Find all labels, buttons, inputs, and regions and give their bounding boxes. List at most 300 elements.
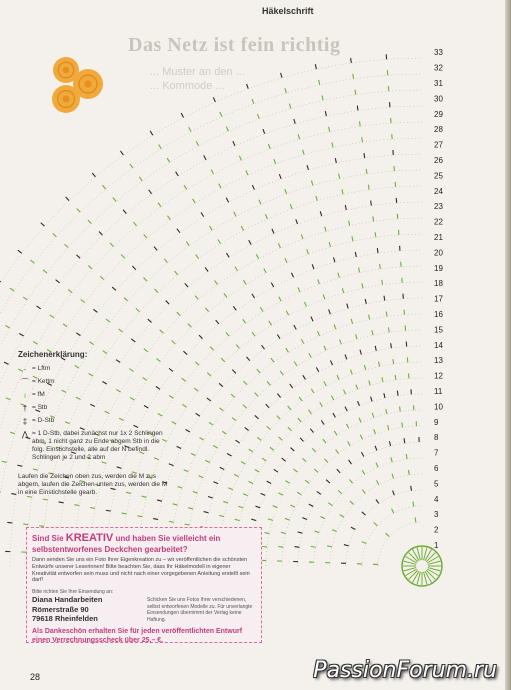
stitch-mark [245,427,249,430]
stitch-mark [243,494,248,496]
stitch-mark [400,407,401,412]
row-number-label: 9 [434,417,439,427]
stitch-mark [379,362,380,367]
cross-icon: † [22,404,28,413]
stitch-mark [265,214,267,219]
stitch-mark [267,426,271,429]
stitch-mark [315,64,316,69]
stitch-mark [224,293,227,297]
stitch-mark [177,229,180,233]
stitch-mark [346,424,348,428]
stitch-mark [302,458,306,461]
stitch-mark [304,302,306,307]
stitch-mark [231,394,235,397]
stitch-mark [301,234,303,239]
stitch-mark [324,381,326,385]
stitch-mark [182,404,186,407]
stitch-mark [219,408,223,411]
stitch-mark [395,375,396,380]
stitch-mark [226,198,228,202]
stitch-mark [219,383,223,386]
stitch-mark [259,200,261,205]
stitch-mark [357,106,358,111]
stitch-mark [273,506,278,508]
row-number-label: 21 [434,233,443,242]
address-line: Römerstraße 90 [32,604,89,614]
stitch-mark [205,460,209,462]
stitch-mark [298,418,301,422]
stitch-mark [188,324,191,328]
stitch-mark [41,223,45,226]
stitch-mark [256,254,258,258]
row-number-label: 7 [434,448,439,458]
stitch-mark [302,518,307,520]
stitch-mark [81,299,85,302]
stitch-mark [247,357,250,361]
row-number-label: 19 [434,263,443,273]
stitch-mark [195,296,198,300]
stitch-mark [342,189,343,194]
stitch-mark [329,127,330,132]
stitch-mark [282,458,286,461]
stitch-mark [373,216,374,221]
stitch-mark [172,341,176,344]
row-number-label: 15 [434,325,443,335]
stitch-mark [252,294,255,298]
address-line: Diana Handarbeiten [32,595,103,605]
stitch-mark [139,177,142,181]
stitch-mark [326,480,330,483]
stitch-mark [210,347,213,351]
rose-center [63,96,70,103]
stitch-mark [321,420,324,424]
stitch-mark [285,88,286,93]
stitch-mark [150,131,153,135]
stitch-mark [372,413,374,418]
stitch-mark [2,461,7,462]
stitch-mark [193,492,198,494]
stitch-mark [375,346,376,351]
legend-note: Laufen die Zeichen oben zus, werden die M zus abgem, laufen die Zeichen unten zus, werden die M in eine Einstichstelle gearb. [18,472,168,496]
stitch-mark [112,287,116,290]
stitch-mark [11,494,16,495]
stitch-mark [182,378,186,381]
stitch-mark [226,332,229,336]
stitch-mark [262,345,265,349]
stitch-mark [298,134,299,139]
stitch-mark [358,401,360,406]
stitch-mark [65,244,69,247]
page-number: 28 [30,672,41,682]
stitch-mark [409,470,410,475]
stitch-mark [255,506,260,508]
stitch-mark [294,325,296,329]
stitch-mark [66,197,69,201]
stitch-mark [130,164,133,168]
row-number-label: 20 [434,248,443,258]
stitch-mark [185,283,188,287]
stitch-mark [312,264,314,269]
stitch-mark [318,279,320,284]
stitch-mark [274,469,278,472]
stitch-mark [232,418,236,421]
stitch-mark [316,196,317,201]
stitch-mark [228,488,233,490]
stitch-mark [235,440,239,443]
stitch-mark [345,205,346,210]
stitch-mark [196,255,199,259]
stitch-mark [388,425,389,430]
stitch-mark [63,324,67,327]
stitch-mark [169,521,174,522]
joined-stitch-icon: ⋀ [21,430,29,439]
stitch-mark [371,397,372,402]
stitch-mark [298,532,303,533]
stitch-mark [366,169,367,174]
stitch-mark [199,438,203,441]
ghost-line: ... Muster an den ... [150,66,245,78]
stitch-mark [204,155,206,159]
legend-text: = Stb [32,404,48,411]
stitch-mark [207,373,211,376]
watermark: PassionForum.ru [313,658,497,683]
stitch-mark [93,309,97,312]
stitch-mark [194,388,198,391]
double-cross-icon: ‡ [22,417,28,426]
stitch-mark [268,144,270,149]
stitch-mark [43,499,48,500]
stitch-mark [56,280,60,283]
stitch-mark [249,449,253,452]
stitch-mark [262,458,266,461]
stitch-mark [210,226,213,230]
stitch-mark [397,391,398,396]
stitch-mark [389,441,390,446]
stitch-mark [323,294,325,299]
stitch-mark [257,114,259,119]
stitch-mark [362,137,363,142]
stitch-mark [113,198,116,202]
stitch-mark [157,500,162,501]
stitch-mark [260,307,263,311]
stitch-mark [226,253,229,257]
stitch-mark [309,504,313,506]
stitch-mark [184,470,189,472]
stitch-mark [277,416,280,420]
stitch-mark [18,250,22,253]
stitch-mark [251,519,256,520]
stitch-mark [303,150,304,155]
stitch-mark [311,181,312,186]
stitch-mark [272,229,274,234]
stitch-mark [252,185,254,190]
stitch-mark [336,450,339,454]
stitch-mark [356,385,358,390]
stitch-mark [221,358,224,362]
stitch-mark [278,547,283,548]
legend-item [18,365,168,375]
row-number-label: 12 [434,371,443,381]
stitch-mark [362,542,367,544]
address-line: 79618 Rheinfelden [32,614,98,624]
row-number-label: 30 [434,94,443,104]
stitch-mark [10,432,15,434]
stitch-mark [359,418,361,423]
stitch-mark [23,297,27,300]
stitch-mark [294,362,297,366]
stitch-mark [30,260,34,263]
legend-item [18,378,168,388]
stitch-mark [261,493,266,495]
arc-icon: ⌒ [21,378,29,387]
stitch-mark [280,371,283,375]
stitch-mark [243,405,247,408]
stitch-mark [360,435,362,440]
stitch-mark [220,467,224,469]
stitch-mark [270,447,274,450]
stitch-mark [386,312,387,317]
stitch-mark [290,384,293,388]
dot-icon: · [23,365,27,374]
stitch-mark [185,524,190,525]
stitch-mark [246,170,248,175]
stitch-mark [175,271,178,275]
stitch-mark [364,365,365,370]
row-number-label: 32 [434,63,443,73]
stitch-mark [340,340,342,345]
stitch-mark [232,370,235,374]
row-number-label: 27 [434,140,443,150]
stitch-mark [345,355,347,360]
promo-address-block [32,589,141,623]
chart-row-arc [138,282,422,566]
stitch-mark [234,212,236,216]
stitch-mark [166,301,169,305]
stitch-mark [319,80,320,85]
stitch-mark [92,173,95,177]
stitch-mark [196,141,198,145]
stitch-mark [205,267,208,271]
stitch-mark [337,375,339,380]
stitch-mark [362,512,366,515]
stitch-mark [186,242,189,246]
stitch-mark [106,510,111,511]
stitch-mark [154,247,157,251]
stitch-mark [285,518,290,520]
stitch-mark [133,222,136,226]
stitch-mark [219,184,221,188]
stitch-mark [376,499,379,503]
stitch-mark [19,334,23,337]
stitch-mark [314,469,318,472]
stitch-mark [252,99,254,104]
stitch-mark [169,464,174,466]
stitch-mark [255,393,258,397]
stitch-mark [226,127,228,132]
stitch-mark [211,170,213,174]
legend-text: = Kettm [32,378,55,385]
stitch-mark [267,381,270,385]
row-number-label: 26 [434,156,443,165]
legend-item [18,430,168,463]
stitch-mark [215,280,218,284]
stitch-mark [359,268,360,273]
stitch-mark [274,159,276,164]
stitch-mark [281,73,282,78]
stitch-mark [136,308,140,311]
stitch-mark [391,343,392,348]
stitch-mark [322,96,323,101]
stitch-mark [339,174,340,179]
stitch-mark [271,358,274,362]
stitch-mark [103,185,106,189]
stitch-mark [351,527,355,529]
stitch-mark [331,396,333,400]
rose-center [63,67,70,74]
stitch-mark [374,429,376,434]
stitch-mark [372,330,373,335]
stitch-mark [300,438,303,442]
stitch-mark [88,220,91,224]
stitch-mark [88,266,92,269]
stitch-mark [236,345,239,349]
row-number-label: 3 [434,510,439,520]
stitch-mark [351,370,353,375]
address-intro: Bitte richten Sie Ihre Einsendung an: [32,589,114,596]
chart-row-arc [282,426,422,566]
stitch-mark [169,368,173,371]
stitch-mark [7,522,12,523]
stitch-mark [324,459,327,463]
stitch-mark [375,232,376,237]
stitch-mark [249,240,251,244]
stitch-mark [382,280,383,285]
stitch-mark [279,437,283,440]
stitch-mark [310,429,313,433]
stitch-mark [247,84,249,89]
stitch-mark [207,398,211,401]
row-number-label: 25 [434,171,443,181]
stitch-mark [219,515,224,516]
stitch-mark [290,204,292,209]
stitch-mark [119,329,123,332]
stitch-mark [196,413,200,416]
row-number-label: 17 [434,294,443,304]
stitch-mark [294,119,295,124]
row-number-label: 33 [434,48,443,58]
stitch-mark [371,201,372,206]
stitch-mark [238,506,243,508]
stitch-mark [277,334,280,338]
stitch-mark [223,501,228,503]
stitch-mark [315,531,320,533]
promo-headline [32,532,256,555]
stitch-mark [148,319,152,322]
stitch-mark [327,546,332,547]
promo-footer: Als Dankeschön erhalten Sie für jeden veröffentlichten Entwurf einen Verrechnungsscheck über 25,– €. [32,628,243,644]
stitch-mark [286,348,289,352]
stitch-mark [349,221,350,226]
stitch-mark [294,547,299,548]
stitch-mark [406,454,407,459]
stitch-mark [159,145,162,149]
stitch-mark [309,410,312,414]
stitch-mark [320,402,323,406]
stitch-mark [320,516,324,518]
row-number-label: 8 [434,433,439,443]
stitch-mark [404,438,405,443]
stitch-mark [249,481,253,483]
promo-box [26,527,262,643]
row-number-label: 11 [434,387,443,396]
stitch-mark [235,519,240,520]
chart-title: Häkelschrift [262,6,314,16]
stitch-mark [286,311,288,315]
stitch-mark [362,283,363,288]
stitch-mark [386,533,390,536]
stitch-mark [243,280,246,284]
stitch-mark [186,430,190,433]
stitch-mark [347,304,348,309]
stitch-mark [334,324,336,329]
stitch-mark [173,504,178,505]
row-number-label: 29 [434,109,443,119]
stitch-mark [199,335,202,339]
stitch-mark [297,492,301,495]
stitch-mark [316,367,318,371]
stitch-mark [413,502,414,507]
stitch-mark [106,319,110,322]
stitch-mark [53,233,57,236]
stitch-mark [338,273,339,278]
stitch-mark [233,141,235,146]
stitch-mark [264,268,266,272]
stitch-mark [177,446,181,448]
stitch-mark [317,331,319,336]
stitch-mark [195,362,199,365]
stitch-mark [234,474,238,476]
stitch-mark [285,481,289,484]
legend-item [18,391,168,401]
stitch-mark [360,121,361,126]
stitch-mark [0,491,1,492]
stitch-mark [184,185,187,189]
row-number-label: 5 [434,479,439,489]
stitch-mark [333,413,336,417]
stitch-mark [375,446,377,451]
stitch-mark [384,296,385,301]
promo-headline-pre: Sind Sie [32,534,64,543]
row-number-label: 16 [434,310,443,319]
stitch-mark [257,369,260,373]
stitch-mark [348,442,351,446]
stitch-mark [279,493,283,495]
stitch-mark [351,319,352,324]
stitch-mark [189,127,191,131]
promo-columns [32,589,256,623]
promo-brand: KREATIV [65,532,114,544]
stitch-mark [213,482,218,484]
stitch-mark [216,320,219,324]
legend-text: = 1 D-Stb, dabei zunächst nur 1x 2 Schlingen abm, 1 nicht ganz zu Ende abgem Stb in die folg. Einstichstelle, alle auf der N befindl. Schlingen je 2 und 2 abm [32,430,163,462]
stitch-mark [208,496,213,498]
stitch-mark [377,248,378,253]
stitch-mark [344,545,349,546]
stitch-mark [330,360,332,365]
stitch-mark [285,258,287,263]
stitch-mark [167,158,170,162]
stitch-mark [6,398,11,400]
